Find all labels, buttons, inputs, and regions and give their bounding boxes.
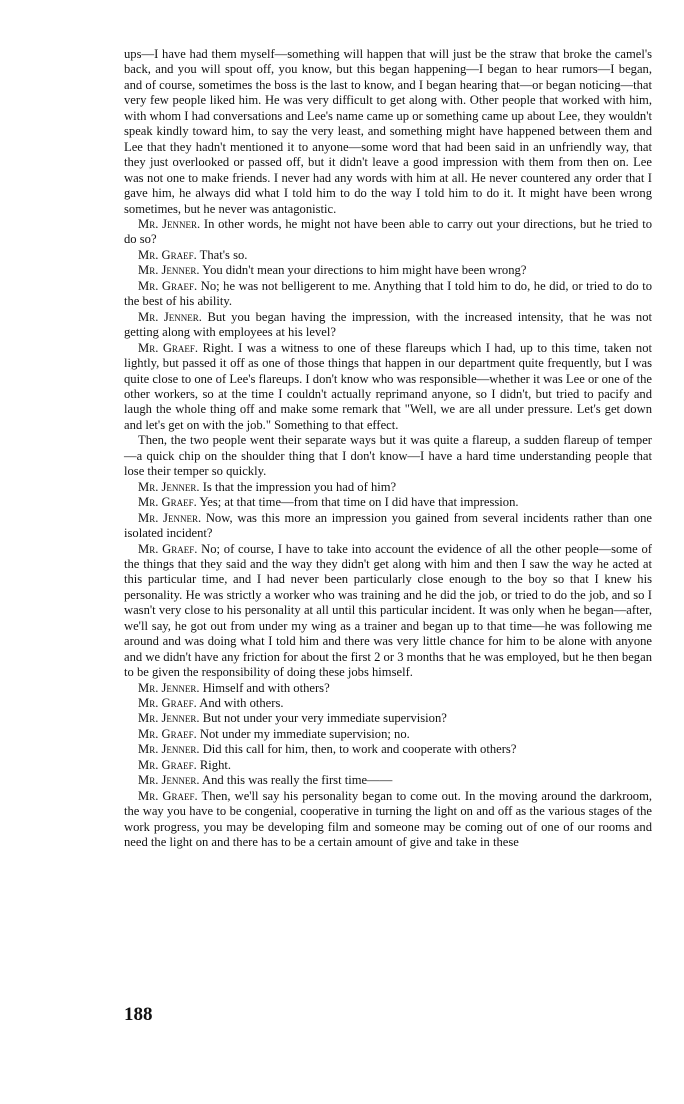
speaker-name: Mr. Jenner. [138,510,202,525]
paragraph [124,248,652,263]
paragraph [124,433,652,479]
paragraph [124,495,652,510]
paragraph [124,217,652,248]
paragraph-text: Is that the impression you had of him? [202,479,397,494]
page-number: 188 [124,1004,153,1025]
paragraph-text: Not under my immediate supervision; no. [199,726,410,741]
paragraph-text: Then, we'll say his personality began to come out. In the moving around the darkroom, the way you have to be congenial, cooperative in turning the light on and off as the various stages of the work progress, you may be developing film and someone may be coming out of one of our rooms and need the light on and there has to be a certain amount of give and take in these [124,788,653,850]
paragraph-text: No; he was not belligerent to me. Anything that I told him to do, he did, or tried to do to the best of his ability. [124,278,652,309]
speaker-name: Mr. Jenner. [138,711,200,726]
speaker-name: Mr. Graef. [138,541,198,556]
speaker-name: Mr. Jenner. [138,742,200,757]
testimony-text [124,47,652,851]
speaker-name: Mr. Graef. [138,696,197,711]
paragraph [124,47,652,217]
paragraph-text: That's so. [199,247,248,262]
speaker-name: Mr. Graef. [138,757,197,772]
speaker-name: Mr. Jenner. [138,216,201,231]
paragraph-text: But you began having the impression, with the increased intensity, that he was not getting along with employees at his level? [124,309,652,340]
paragraph [124,773,652,788]
paragraph-text: But not under your very immediate supervision? [202,711,447,726]
speaker-name: Mr. Graef. [138,247,197,262]
paragraph-text: No; of course, I have to take into account the evidence of all the other people—some of the things that they said and the way they didn't get along with him and then I saw the way he acted at this particular time, and I had never been particularly close enough to the boy so that I knew his personality. He was strictly a worker who was training and he did the job, or tried to do the job, and so I wasn't very close to his personality at all until this particular incident. It was only when he began—after, we'll say, he got out from under my wing as a trainer and began up to that time—he was following me around and was doing what I told him and there was very little chance for him to be alone with anyone and we didn't have any friction for about the first 2 or 3 months that he was employed, but he then began to be given the responsibility of doing these jobs himself. [124,541,652,680]
paragraph [124,789,652,851]
paragraph-text: And with others. [199,696,284,711]
paragraph [124,511,652,542]
speaker-name: Mr. Graef. [138,340,199,355]
speaker-name: Mr. Graef. [138,278,198,293]
paragraph [124,742,652,757]
paragraph [124,727,652,742]
paragraph-text: In other words, he might not have been able to carry out your directions, but he tried to do so? [124,216,652,247]
paragraph [124,758,652,773]
paragraph-text: ups—I have had them myself—something will happen that will just be the straw that broke the camel's back, and you will spout off, you know, but this began happening—I began to hear rumors—I began, and of course, sometimes the boss is the last to know, and I began hearing that—or began noticing—that very few people liked him. He was very difficult to get along with. Other people that worked with him, with whom I had conversations and Lee's name came up or something came up about Lee, they wouldn't speak kindly toward him, to say the very least, and something might have happened between them and Lee that they hadn't mentioned it to anyone—some word that had been said in an unfriendly way, that they just overlooked or passed off, but it didn't leave a good impression with them from then on. Lee was not one to make friends. I never had any words with him at all. He never countered any order that I gave him, he always did what I told him to do the way I told him to do it. It might have been wrong sometimes, but he never was antagonistic. [124,47,652,216]
paragraph-text: Right. I was a witness to one of these flareups which I had, up to this time, taken not lightly, but passed it off as one of those things that happen in our department quite frequently, but I was quite close to one of Lee's flareups. I don't know who was responsible—whether it was Lee or one of the other workers, so at the time I couldn't actually reprimand anyone, so I didn't, but tried to pacify and laugh the whole thing off and make some remark that "Well, we are all under pressure. Let's get down and let's get on with the job." Something to that effect. [124,340,653,432]
speaker-name: Mr. Jenner. [138,263,200,278]
speaker-name: Mr. Jenner. [138,680,200,695]
paragraph [124,263,652,278]
paragraph [124,711,652,726]
paragraph-text: Yes; at that time—from that time on I did have that impression. [199,495,519,510]
paragraph [124,542,652,681]
speaker-name: Mr. Jenner. [138,773,200,788]
paragraph [124,279,652,310]
paragraph-text: Did this call for him, then, to work and cooperate with others? [202,742,517,757]
paragraph [124,696,652,711]
paragraph [124,480,652,495]
paragraph-text: Right. [199,757,232,772]
speaker-name: Mr. Graef. [138,788,198,803]
paragraph-text: Now, was this more an impression you gained from several incidents rather than one isolated incident? [124,510,652,541]
speaker-name: Mr. Graef. [138,726,197,741]
paragraph-text: You didn't mean your directions to him might have been wrong? [202,263,527,278]
paragraph [124,341,652,434]
speaker-name: Mr. Jenner. [138,309,202,324]
paragraph-text: Then, the two people went their separate ways but it was quite a flareup, a sudden flareup of temper—a quick chip on the shoulder thing that I don't know—I have a hard time understanding people that lose their temper so quickly. [124,433,652,479]
speaker-name: Mr. Jenner. [138,479,200,494]
paragraph [124,310,652,341]
paragraph-text: Himself and with others? [202,680,330,695]
speaker-name: Mr. Graef. [138,495,197,510]
paragraph [124,681,652,696]
paragraph-text: And this was really the first time—— [202,773,393,788]
